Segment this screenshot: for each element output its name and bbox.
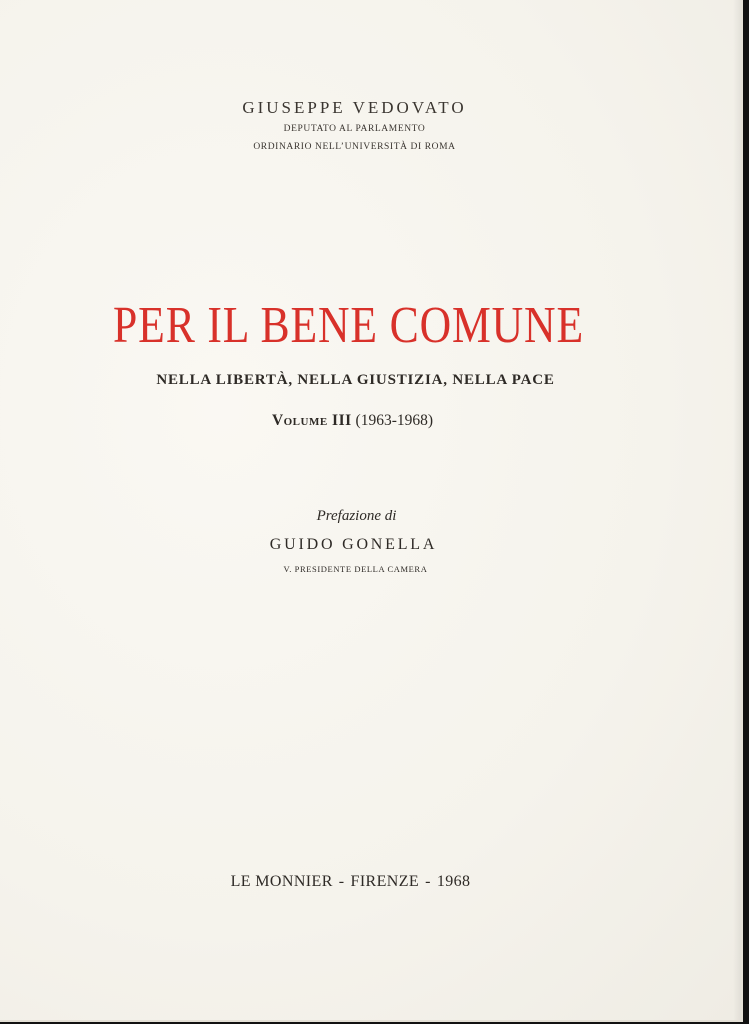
book-subtitle: NELLA LIBERTÀ, NELLA GIUSTIZIA, NELLA PACE: [156, 372, 555, 388]
author-role-parliament: DEPUTATO AL PARLAMENTO: [283, 124, 426, 134]
book-title: PER IL BENE COMUNE: [113, 297, 584, 354]
publisher-name: LE MONNIER: [230, 873, 333, 890]
publisher-year: 1968: [436, 873, 471, 890]
preface-author: GUIDO GONELLA: [269, 536, 438, 553]
publisher-city: FIRENZE: [350, 873, 420, 890]
preface-intro: Prefazione di: [316, 508, 397, 524]
volume-label: Volume III: [271, 412, 352, 429]
volume-info: [0, 412, 723, 430]
author-name: GIUSEPPE VEDOVATO: [242, 98, 467, 117]
preface-author-role: V. PRESIDENTE DELLA CAMERA: [283, 564, 428, 574]
page-edge-shadow: [733, 0, 741, 1020]
volume-years: (1963-1968): [355, 412, 434, 429]
publisher-line: [0, 873, 721, 891]
publisher-separator: -: [425, 873, 431, 890]
publisher-separator: -: [338, 873, 345, 890]
author-role-university: ORDINARIO NELL’UNIVERSITÀ DI ROMA: [253, 142, 456, 152]
